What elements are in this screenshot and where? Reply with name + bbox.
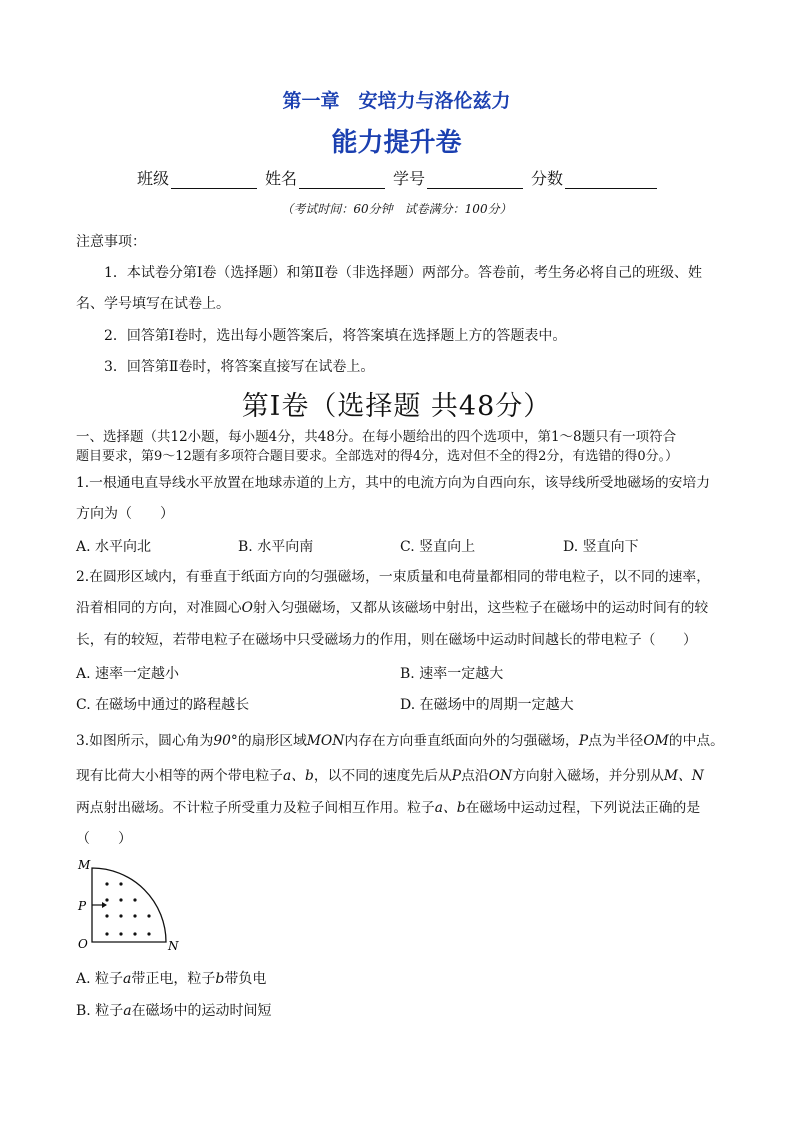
q3-b-part2: 在磁场中的运动时间短 — [131, 1003, 272, 1019]
q3-option-a[interactable] — [76, 968, 266, 988]
student-id-blank[interactable] — [427, 172, 523, 189]
name-field[interactable] — [265, 166, 385, 189]
q3-b-var-a: a — [123, 1003, 132, 1019]
q3-a-part3: 带负电 — [224, 971, 267, 987]
q3-var-p: P — [578, 733, 589, 749]
q2-stem-line-2 — [76, 598, 708, 618]
name-label: 姓名 — [265, 169, 298, 188]
student-info-row — [137, 166, 657, 189]
q3-option-b[interactable] — [76, 1000, 272, 1020]
q1-option-b[interactable]: B. 水平向南 — [238, 539, 314, 555]
q3-sector-figure — [74, 854, 184, 954]
q3-l1-c: 内存在方向垂直纸面向外的匀强磁场， — [344, 733, 579, 749]
name-blank[interactable] — [299, 172, 385, 189]
q3-a-part1: A. 粒子 — [76, 971, 124, 987]
q3-stem-line-3 — [76, 798, 700, 818]
q3-l2-b: ，以不同的速度先后从 — [313, 768, 452, 784]
class-field[interactable] — [137, 166, 257, 189]
q3-l2-mn: M、N — [663, 768, 704, 784]
q1-option-a[interactable]: A. 水平向北 — [76, 539, 152, 555]
q3-var-om: OM — [643, 733, 669, 749]
q3-l2-c: 点沿 — [461, 768, 489, 784]
q2-option-a[interactable]: A. 速率一定越小 — [76, 666, 180, 682]
score-label: 分数 — [531, 169, 564, 188]
q3-a-part2: 带正电，粒子 — [131, 971, 216, 987]
q3-l3-a: 两点射出磁场。不计粒子所受重力及粒子间相互作用。粒子 — [76, 800, 435, 816]
label-m: M — [78, 858, 91, 872]
q2-option-c[interactable]: C. 在磁场中通过的路程越长 — [76, 697, 250, 713]
label-p: P — [78, 899, 87, 913]
q2-stem-line-3: 长，有的较短，若带电粒子在磁场中只受磁场力的作用，则在磁场中运动时间越长的带电粒子（ ） — [76, 632, 697, 648]
q3-l1-e: 的中点。 — [668, 733, 724, 749]
paper-title: 能力提升卷 — [331, 128, 462, 158]
q3-a-var-b: b — [215, 971, 225, 987]
score-field[interactable] — [531, 166, 657, 189]
notice-title: 注意事项： — [76, 234, 146, 250]
q2-line2-part-b: 射入匀强磁场，又都从该磁场中射出，这些粒子在磁场中的运动时间有的较 — [252, 600, 709, 616]
q2-option-b[interactable]: B. 速率一定越大 — [400, 666, 504, 682]
q2-option-d[interactable]: D. 在磁场中的周期一定越大 — [400, 697, 574, 713]
magnetic-field-dots — [105, 882, 150, 935]
class-label: 班级 — [137, 169, 170, 188]
chapter-title: 第一章 安培力与洛伦兹力 — [282, 90, 511, 112]
class-blank[interactable] — [171, 172, 257, 189]
q3-l2-on: ON — [488, 768, 513, 784]
q3-l2-a: 现有比荷大小相等的两个带电粒子 — [76, 768, 283, 784]
notice-item-1-line-1: 1．本试卷分第Ⅰ卷（选择题）和第Ⅱ卷（非选择题）两部分。答卷前，考生务必将自己的班级、姓 — [104, 265, 702, 281]
label-n: N — [168, 939, 179, 953]
notice-item-3: 3．回答第Ⅱ卷时，将答案直接写在试卷上。 — [104, 359, 375, 375]
velocity-arrowhead — [102, 902, 107, 908]
q3-stem-line-1 — [76, 731, 724, 751]
q1-option-d[interactable]: D. 竖直向下 — [563, 539, 639, 555]
score-blank[interactable] — [565, 172, 657, 189]
q3-angle: 90° — [213, 733, 238, 749]
label-o: O — [78, 937, 88, 951]
q3-l1-b: 的扇形区域 — [237, 733, 307, 749]
time-info: （考试时间：60分钟 试卷满分：100分） — [281, 202, 512, 216]
q3-var-mon: MON — [306, 733, 345, 749]
q3-l2-d: 方向射入磁场，并分别从 — [512, 768, 664, 784]
q3-l3-b: 在磁场中运动过程，下列说法正确的是 — [465, 800, 701, 816]
student-id-field[interactable] — [393, 166, 523, 189]
q1-stem-line-2: 方向为（ ） — [76, 506, 174, 522]
q2-var-o: O — [241, 600, 253, 616]
q3-l2-ab: a、b — [282, 768, 314, 784]
section-1-intro-line-2: 题目要求，第9～12题有多项符合题目要求。全部选对的得4分，选对但不全的得2分，有选错的得0分。） — [76, 449, 679, 464]
q3-l3-ab: a、b — [434, 800, 466, 816]
notice-item-2: 2．回答第Ⅰ卷时，选出每小题答案后，将答案填在选择题上方的答题表中。 — [104, 328, 567, 344]
q1-option-c[interactable]: C. 竖直向上 — [400, 539, 476, 555]
q3-a-var-a: a — [123, 971, 132, 987]
notice-item-1-line-2: 名、学号填写在试卷上。 — [76, 296, 230, 312]
q3-stem-line-4: （ ） — [76, 831, 132, 847]
student-id-label: 学号 — [393, 169, 426, 188]
q3-b-part1: B. 粒子 — [76, 1003, 124, 1019]
q3-l1-a: 3.如图所示，圆心角为 — [76, 733, 214, 749]
q2-line2-part-a: 沿着相同的方向，对准圆心 — [76, 600, 242, 616]
q3-stem-line-2 — [76, 766, 704, 786]
section-1-intro-line-1: 一、选择题（共12小题，每小题4分，共48分。在每小题给出的四个选项中，第1～8题只有一项符合 — [76, 429, 677, 445]
q3-l2-p: P — [451, 768, 462, 784]
q2-stem-line-1: 2.在圆形区域内，有垂直于纸面方向的匀强磁场，一束质量和电荷量都相同的带电粒子，以不同的速率， — [76, 569, 711, 585]
section-1-title: 第Ⅰ卷（选择题 共48分） — [241, 391, 552, 422]
q1-stem-line-1: 1.一根通电直导线水平放置在地球赤道的上方，其中的电流方向为自西向东，该导线所受地磁场的安培力 — [76, 475, 711, 491]
q3-l1-d: 点为半径 — [588, 733, 644, 749]
